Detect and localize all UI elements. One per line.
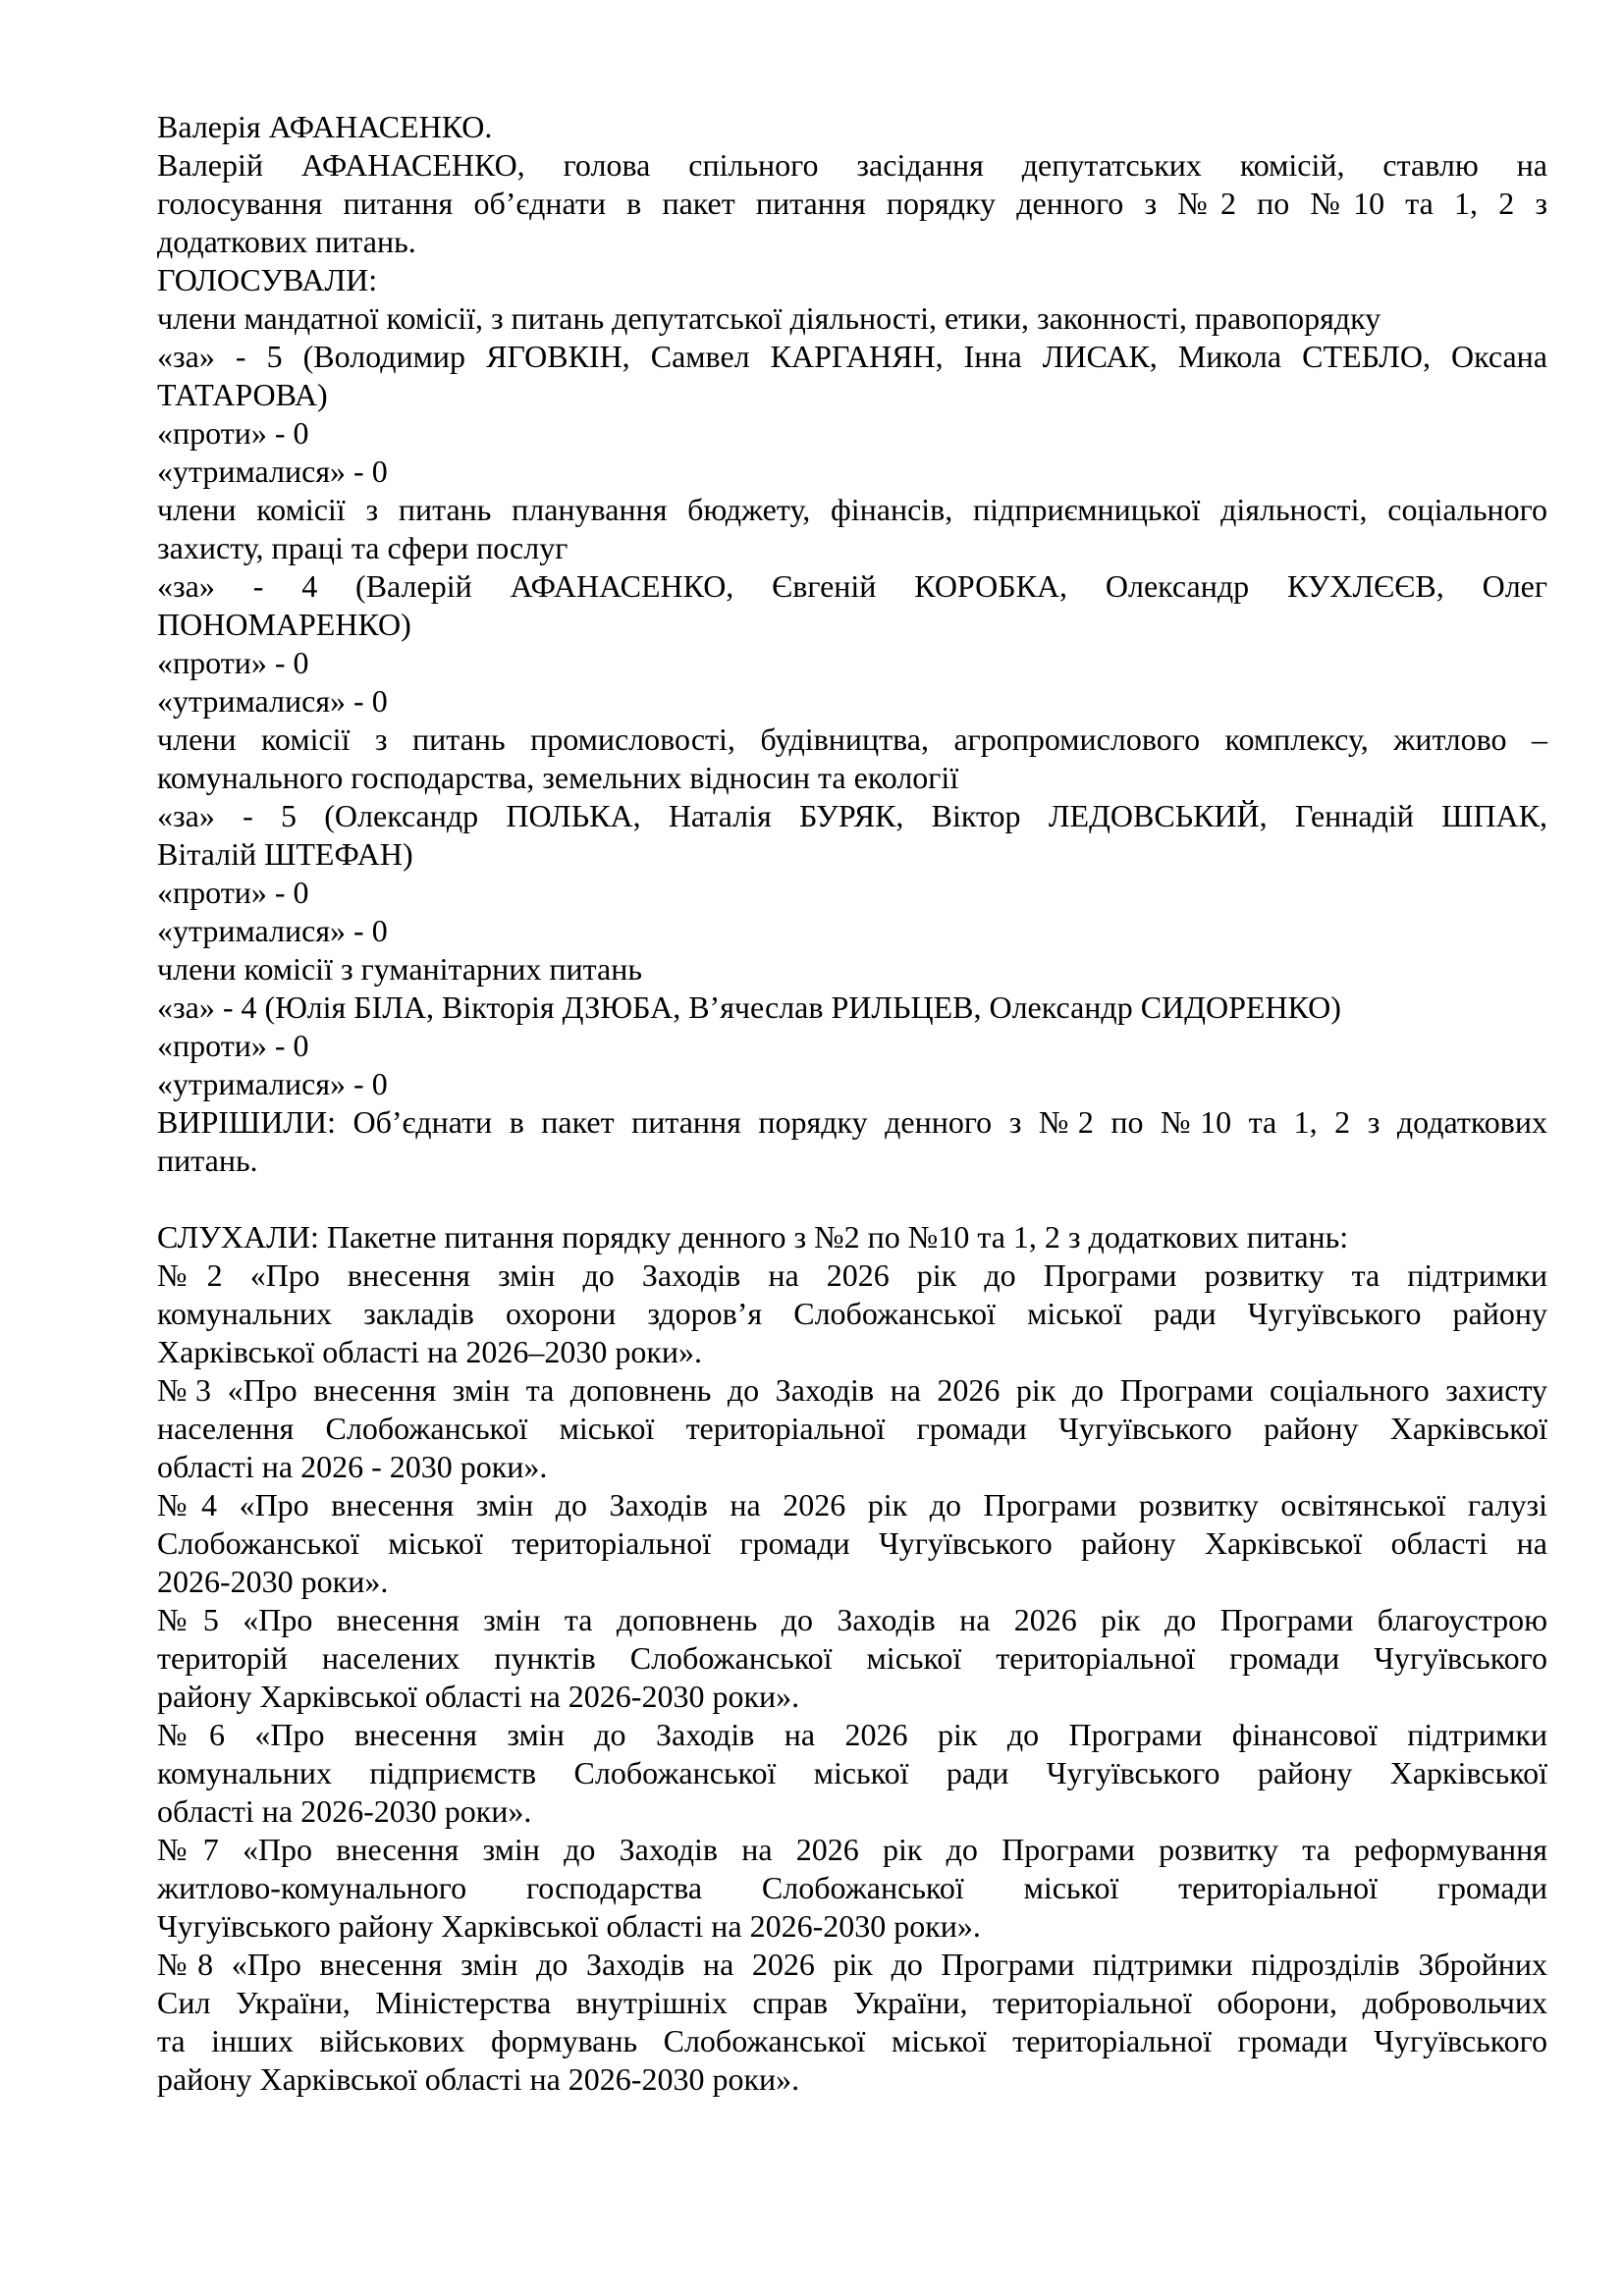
agenda-item-2-line: №2 «Про внесення змін до Заходів на 2026 рік до Програми розвитку та підтримки	[157, 1257, 1547, 1293]
agenda-item-8-line: Сил України, Міністерства внутрішніх справ України, територіальної оборони, добровольчих	[157, 1985, 1547, 2020]
agenda-item-8-line: та інших військових формувань Слобожанської міської територіальної громади Чугуївського	[157, 2023, 1547, 2058]
agenda-item-2-line: Харківської області на 2026–2030 роки».	[157, 1334, 703, 1369]
agenda-item-5-line: №5 «Про внесення змін та доповнень до Заходів на 2026 рік до Програми благоустрою	[157, 1602, 1547, 1637]
agenda-item-8-line: району Харківської області на 2026-2030 роки».	[157, 2061, 800, 2097]
vote-abstained-line: «утрималися» - 0	[157, 913, 388, 948]
vote-for-line: «за» - 5 (Олександр ПОЛЬКА, Наталія БУРЯК, Віктор ЛЕДОВСЬКИЙ, Геннадій ШПАК,	[157, 798, 1547, 833]
vote-against-line: «проти» - 0	[157, 415, 309, 451]
agenda-item-4-line: 2026-2030 роки».	[157, 1564, 389, 1599]
lines-container	[157, 108, 1547, 2099]
agenda-item-8-line: №8 «Про внесення змін до Заходів на 2026 рік до Програми підтримки підрозділів Збройних	[157, 1947, 1547, 1982]
speaker-name-line: Валерія АФАНАСЕНКО.	[157, 109, 493, 144]
commission-budget-title-line: захисту, праці та сфери послуг	[157, 530, 568, 565]
vote-abstained-line: «утрималися» - 0	[157, 454, 388, 489]
heard-line: СЛУХАЛИ: Пакетне питання порядку денного з №2 по №10 та 1, 2 з додаткових питань:	[157, 1219, 1349, 1255]
agenda-item-3-line: населення Слобожанської міської територіальної громади Чугуївського району Харківської	[157, 1411, 1547, 1446]
agenda-item-5-line: територій населених пунктів Слобожанської міської територіальної громади Чугуївського	[157, 1640, 1547, 1676]
vote-for-line: «за» - 4 (Юлія БІЛА, Вікторія ДЗЮБА, В’ячеслав РИЛЬЦЕВ, Олександр СИДОРЕНКО)	[157, 989, 1341, 1025]
vote-abstained-line: «утрималися» - 0	[157, 1066, 388, 1101]
vote-abstained-line: «утрималися» - 0	[157, 683, 388, 719]
commission-industry-title-line: члени комісії з питань промисловості, будівництва, агропромислового комплексу, житлово –	[157, 721, 1547, 757]
agenda-item-6-line: області на 2026-2030 роки».	[157, 1793, 532, 1829]
chair-statement-line: додаткових питань.	[157, 224, 416, 259]
vote-against-line: «проти» - 0	[157, 875, 309, 910]
blank-line	[157, 1180, 1547, 1218]
vote-for-line: Віталій ШТЕФАН)	[157, 836, 413, 872]
commission-mandate-title-line: члени мандатної комісії, з питань депутатської діяльності, етики, законності, правопорядку	[157, 300, 1381, 336]
vote-for-line: «за» - 4 (Валерій АФАНАСЕНКО, Євгеній КОРОБКА, Олександр КУХЛЄЄВ, Олег	[157, 568, 1547, 604]
vote-against-line: «проти» - 0	[157, 645, 309, 680]
agenda-item-6-line: №6 «Про внесення змін до Заходів на 2026 рік до Програми фінансової підтримки	[157, 1717, 1547, 1752]
agenda-item-4-line: №4 «Про внесення змін до Заходів на 2026 рік до Програми розвитку освітянської галузі	[157, 1487, 1547, 1522]
chair-statement-line: Валерій АФАНАСЕНКО, голова спільного засідання депутатських комісій, ставлю на	[157, 147, 1547, 183]
agenda-item-7-line: Чугуївського району Харківської області на 2026-2030 роки».	[157, 1908, 981, 1944]
decided-line: ВИРІШИЛИ: Об’єднати в пакет питання порядку денного з №2 по №10 та 1, 2 з додаткових	[157, 1104, 1547, 1140]
agenda-item-7-line: житлово-комунального господарства Слобожанської міської територіальної громади	[157, 1870, 1547, 1905]
agenda-item-3-line: області на 2026 - 2030 роки».	[157, 1449, 548, 1484]
vote-for-line: ПОНОМАРЕНКО)	[157, 607, 411, 642]
voted-heading: ГОЛОСУВАЛИ:	[157, 262, 378, 297]
agenda-item-2-line: комунальних закладів охорони здоров’я Слобожанської міської ради Чугуївського району	[157, 1296, 1547, 1331]
chair-statement-line: голосування питання об’єднати в пакет питання порядку денного з №2 по №10 та 1, 2 з	[157, 186, 1547, 221]
agenda-item-5-line: району Харківської області на 2026-2030 роки».	[157, 1679, 800, 1714]
vote-for-line: ТАТАРОВА)	[157, 377, 328, 412]
decided-line: питань.	[157, 1143, 258, 1178]
vote-for-line: «за» - 5 (Володимир ЯГОВКІН, Самвел КАРГАНЯН, Інна ЛИСАК, Микола СТЕБЛО, Оксана	[157, 339, 1547, 374]
commission-humanitarian-title-line: члени комісії з гуманітарних питань	[157, 951, 642, 987]
agenda-item-7-line: №7 «Про внесення змін до Заходів на 2026 рік до Програми розвитку та реформування	[157, 1832, 1547, 1867]
agenda-item-3-line: №3 «Про внесення змін та доповнень до Заходів на 2026 рік до Програми соціального захисту	[157, 1372, 1547, 1408]
vote-against-line: «проти» - 0	[157, 1028, 309, 1063]
agenda-item-4-line: Слобожанської міської територіальної громади Чугуївського району Харківської області на	[157, 1525, 1547, 1561]
commission-budget-title-line: члени комісії з питань планування бюджету, фінансів, підприємницької діяльності, соціального	[157, 492, 1547, 527]
agenda-item-6-line: комунальних підприємств Слобожанської міської ради Чугуївського району Харківської	[157, 1755, 1547, 1790]
commission-industry-title-line: комунального господарства, земельних відносин та екології	[157, 760, 959, 795]
